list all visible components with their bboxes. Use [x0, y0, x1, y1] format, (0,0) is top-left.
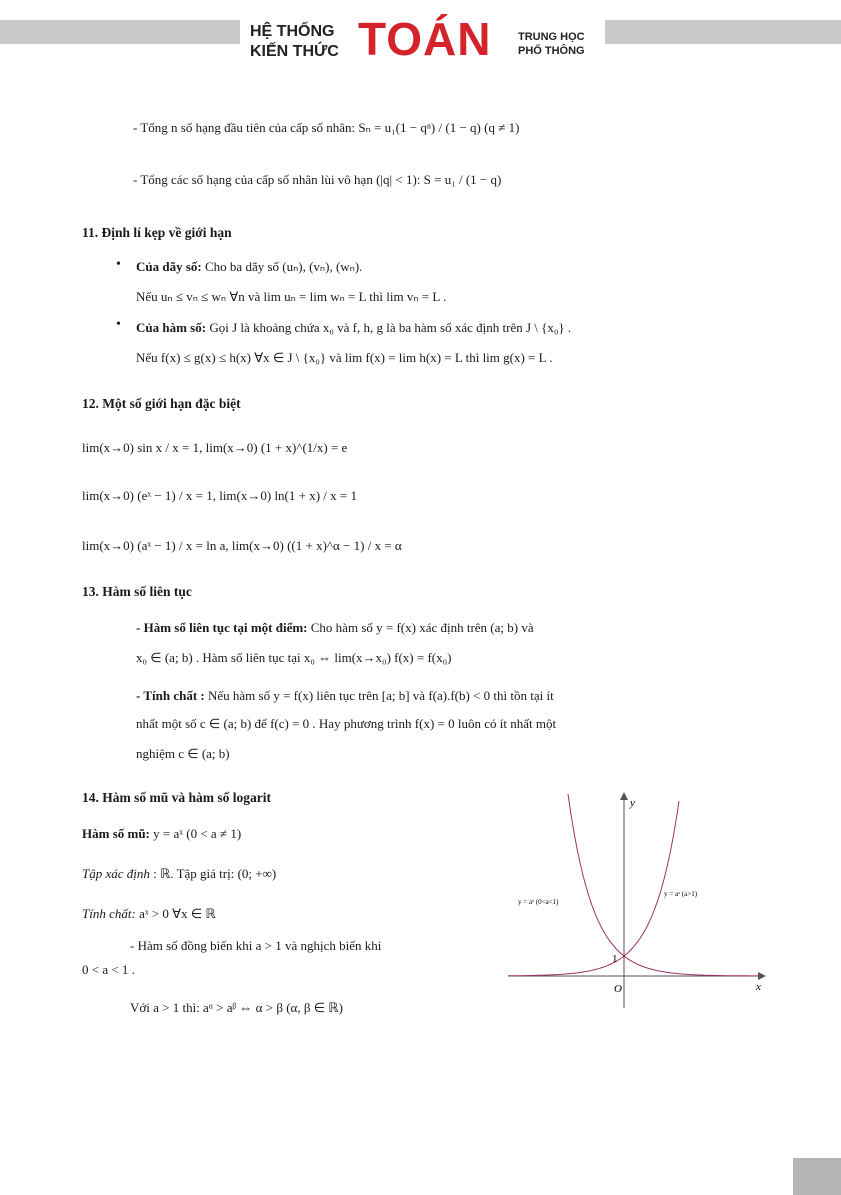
continuity-property-text: Nếu hàm số y = f(x) liên tục trên [a; b] và f(a).f(b) < 0 thì tồn tại ít	[208, 688, 554, 703]
special-limit-line-3: lim(x→0) (aˣ − 1) / x = ln a, lim(x→0) ((1 + x)^α − 1) / x = α	[82, 538, 402, 553]
section-11-title: 11. Định lí kẹp về giới hạn	[82, 225, 232, 240]
exp-function-bold: Hàm số mũ:	[82, 826, 150, 841]
continuity-point-bold: - Hàm số liên tục tại một điểm:	[136, 620, 308, 635]
page-number-tab	[793, 1158, 841, 1195]
header-banner-left	[0, 20, 240, 44]
exp-domain-line	[82, 866, 276, 882]
exp-monotonic-text: - Hàm số đồng biến khi a > 1 và nghịch biến khi	[130, 938, 382, 953]
continuity-property-text-2: nhất một số c ∈ (a; b) để f(c) = 0 . Hay phương trình f(x) = 0 luôn có ít nhất một	[136, 716, 557, 731]
curve-increasing	[508, 801, 679, 976]
x-axis-label: x	[756, 981, 761, 993]
section-12-title: 12. Một số giới hạn đặc biệt	[82, 396, 241, 411]
continuity-point-text-2: x₀ ∈ (a; b) . Hàm số liên tục tại x₀ ⇔ lim(x→x₀) f(x) = f(x₀)	[136, 650, 452, 665]
exp-domain-text: : ℝ. Tập giá trị: (0; +∞)	[153, 866, 277, 881]
squeeze-function-condition: Nếu f(x) ≤ g(x) ≤ h(x) ∀x ∈ J \ {x₀} và lim f(x) = lim h(x) = L thì lim g(x) = L .	[136, 350, 553, 365]
exp-property-text: aˣ > 0 ∀x ∈ ℝ	[139, 906, 216, 921]
logo-left-text	[250, 22, 339, 62]
continuity-point-line	[136, 620, 534, 636]
continuity-point-text: Cho hàm số y = f(x) xác định trên (a; b) và	[310, 620, 534, 635]
exp-graph	[500, 790, 770, 1015]
continuity-property-text-3: nghiệm c ∈ (a; b)	[136, 746, 230, 761]
logo	[240, 0, 605, 82]
squeeze-sequence-condition: Nếu uₙ ≤ vₙ ≤ wₙ ∀n và lim uₙ = lim wₙ = L thì lim vₙ = L .	[136, 289, 447, 304]
special-limit-line-2: lim(x→0) (eˣ − 1) / x = 1, lim(x→0) ln(1 + x) / x = 1	[82, 488, 357, 503]
exp-property-line	[82, 906, 216, 922]
y-axis-label: y	[630, 797, 635, 809]
sum-inf-formula: (|q| < 1): S = u₁ / (1 − q)	[376, 172, 502, 187]
exp-property-label: Tính chất:	[82, 906, 136, 921]
exp-domain-label: Tập xác định	[82, 866, 150, 881]
logo-right-line1: TRUNG HỌC	[518, 31, 585, 43]
section-13-title: 13. Hàm số liên tục	[82, 584, 192, 599]
sum-inf-label: - Tổng các số hạng của cấp số nhân lùi vô hạn	[133, 172, 373, 187]
curve-increasing-label: y = aˣ (a>1)	[664, 890, 698, 898]
origin-label: O	[614, 983, 622, 995]
logo-right-text	[518, 30, 585, 58]
squeeze-sequence-text: Cho ba dãy số (uₙ), (vₙ), (wₙ).	[205, 259, 363, 274]
logo-left-line2: KIẾN THỨC	[250, 43, 339, 60]
logo-main-text: TOÁN	[358, 13, 492, 65]
squeeze-function-bold: Của hàm số:	[136, 320, 207, 335]
logo-right-line2: PHỔ THÔNG	[518, 45, 585, 57]
special-limit-line-1: lim(x→0) sin x / x = 1, lim(x→0) (1 + x)^(1/x) = e	[82, 440, 348, 455]
squeeze-sequence-bold: Của dãy số:	[136, 259, 202, 274]
sum-n-label: - Tổng n số hạng đầu tiên của cấp số nhân:	[133, 120, 356, 135]
sum-inf-line	[133, 172, 501, 188]
curve-decreasing	[568, 794, 760, 976]
header-banner-right	[605, 20, 841, 44]
exp-function-line	[82, 826, 241, 842]
squeeze-function-text: Gọi J là khoảng chứa x₀ và f, h, g là ba hàm số xác định trên J \ {x₀} .	[209, 320, 572, 335]
continuity-property-line	[136, 688, 554, 704]
exp-compare-text: Với a > 1 thì: aᵅ > aᵝ ⇔ α > β (α, β ∈ ℝ)	[130, 1000, 343, 1015]
continuity-property-bold: - Tính chất :	[136, 688, 205, 703]
exp-monotonic-text-2: 0 < a < 1 .	[82, 962, 135, 977]
sum-n-formula: Sₙ = u₁(1 − qⁿ) / (1 − q) (q ≠ 1)	[358, 120, 520, 135]
sum-n-line	[133, 120, 519, 136]
bullet-icon: •	[116, 317, 121, 332]
logo-left-line1: HỆ THỐNG	[250, 23, 335, 40]
curve-decreasing-label: y = aˣ (0<a<1)	[518, 898, 559, 906]
section-14-title: 14. Hàm số mũ và hàm số logarit	[82, 790, 271, 805]
squeeze-function-line	[136, 320, 571, 336]
one-label: 1	[612, 953, 618, 965]
exp-function-formula: y = aˣ (0 < a ≠ 1)	[153, 826, 242, 841]
squeeze-sequence-line	[136, 259, 362, 275]
bullet-icon: •	[116, 257, 121, 272]
